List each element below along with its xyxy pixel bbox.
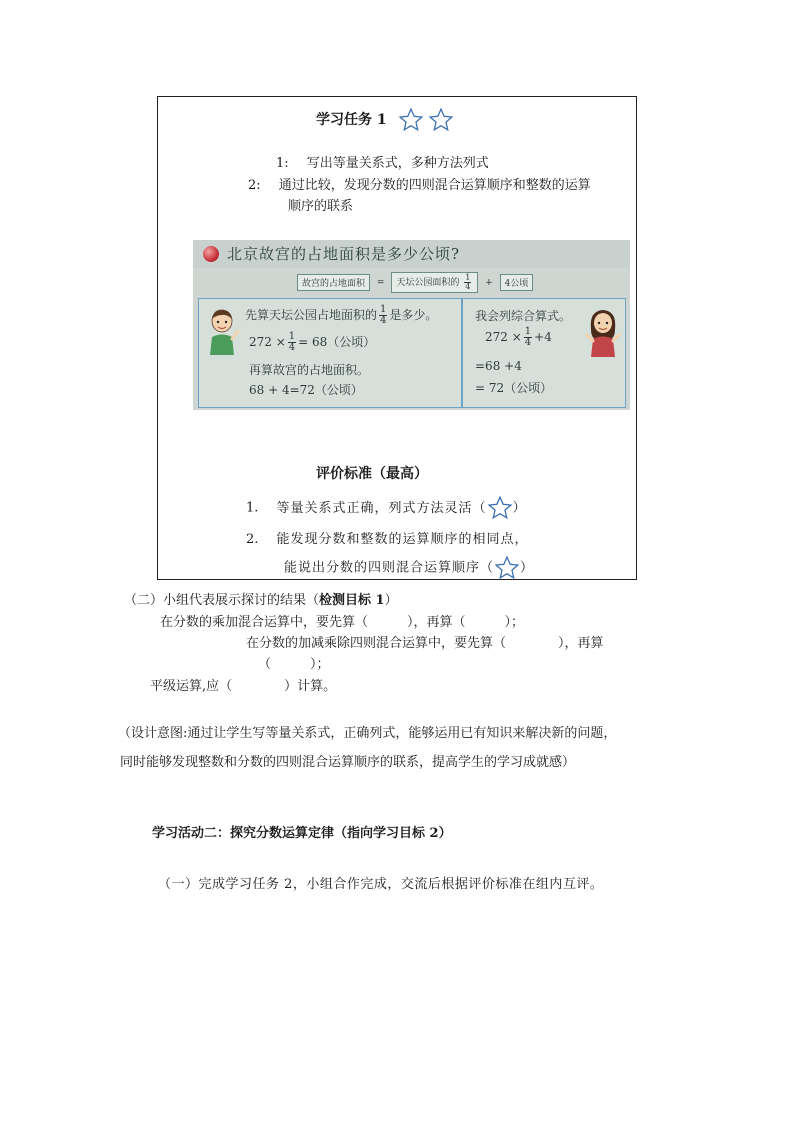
right-panel-text: +4 (534, 330, 552, 344)
left-panel-text: = 68（公顷） (298, 335, 376, 349)
fraction (379, 305, 387, 326)
star-icon (428, 107, 454, 133)
textbook-photo (193, 240, 630, 410)
section2-line-3: （ ）； (258, 657, 330, 672)
task-item-number: 2: (248, 178, 261, 193)
criterion-close: ） (520, 560, 534, 576)
girl-illustration-icon (585, 307, 621, 357)
criterion-text: 等量关系式正确，列式方法灵活（ (276, 500, 487, 516)
section2-heading-text: （二）小组代表展示探讨的结果（ (124, 593, 320, 608)
star-icon (398, 107, 424, 133)
left-panel-line-4: 68 + 4=72（公顷） (249, 383, 363, 397)
criterion-close: ） (512, 500, 526, 516)
fraction-numerator: 1 (465, 273, 471, 282)
learning-task-1-box (157, 96, 637, 580)
right-panel-line-2 (485, 327, 552, 348)
fraction-denominator: 4 (288, 342, 296, 353)
task-item-2 (248, 174, 591, 193)
activity2-line-1: （一）完成学习任务 2，小组合作完成，交流后根据评价标准在组内互评。 (158, 877, 604, 892)
criterion-2-continuation (284, 555, 533, 581)
fraction (464, 274, 471, 291)
left-panel-line-2 (249, 332, 375, 353)
task-item-text: 通过比较，发现分数的四则混合运算顺序和整数的运算 (278, 178, 591, 193)
right-panel-line-4: = 72（公顷） (475, 381, 553, 395)
fraction-numerator: 1 (380, 304, 387, 315)
left-panel-text: 先算天坛公园占地面积的 (245, 308, 378, 322)
task-item-1 (276, 152, 489, 171)
fraction (288, 332, 296, 353)
star-icon (487, 495, 513, 521)
criterion-number: 2. (246, 532, 259, 547)
equation-cell: 4公顷 (500, 274, 534, 291)
boy-illustration-icon (205, 307, 239, 355)
section2-line-2: 在分数的加减乘除四则混合运算中，要先算（ ），再算 (246, 636, 604, 651)
task-item-2-continuation: 顺序的联系 (288, 199, 354, 214)
design-note-line-2: 同时能够发现整数和分数的四则混合运算顺序的联系，提高学生的学习成就感） (120, 755, 576, 770)
left-panel-line-1 (245, 305, 437, 326)
right-panel-line-1: 我会列综合算式。 (475, 309, 572, 323)
star-icon (494, 555, 520, 581)
equation-operator: + (485, 277, 493, 288)
fraction-numerator: 1 (524, 326, 532, 337)
task-title-text: 学习任务 1 (316, 112, 387, 128)
section2-line-4: 平级运算,应（ ）计算。 (150, 679, 337, 694)
fraction-denominator: 4 (465, 282, 471, 291)
section2-heading-text: ） (384, 593, 398, 608)
photo-equation-row (297, 272, 533, 293)
design-note-line-1: （设计意图:通过让学生写等量关系式，正确列式，能够运用已有知识来解决新的问题， (118, 726, 617, 741)
fraction-denominator: 4 (524, 337, 532, 348)
right-panel-text: 272 × (485, 330, 522, 344)
red-ball-icon (203, 246, 219, 262)
left-panel-text: 是多少。 (389, 308, 438, 322)
fraction (524, 327, 532, 348)
task-title (316, 107, 454, 133)
task-item-number: 1: (276, 156, 289, 171)
left-panel-line-3: 再算故宫的占地面积。 (249, 363, 370, 377)
activity2-title: 学习活动二：探究分数运算定律（指向学习目标 2） (152, 826, 452, 841)
criterion-text: 能发现分数和整数的运算顺序的相同点， (276, 532, 529, 547)
task-item-text: 写出等量关系式，多种方法列式 (306, 156, 489, 171)
section2-line-1: 在分数的乘加混合运算中，要先算（ ），再算（ ）； (160, 615, 525, 630)
criterion-number: 1. (246, 500, 259, 516)
section2-heading-target: 检测目标 1 (319, 593, 385, 608)
criterion-2 (246, 528, 529, 547)
fraction-denominator: 4 (380, 315, 387, 326)
left-panel-text: 272 × (249, 335, 286, 349)
equation-cell-text: 天坛公园面积的 (396, 278, 460, 288)
photo-question-title: 北京故宫的占地面积是多少公顷? (227, 245, 461, 263)
section2-heading (124, 589, 398, 608)
equation-cell (391, 272, 478, 293)
fraction-numerator: 1 (288, 331, 296, 342)
equation-operator: = (376, 277, 385, 288)
right-panel-line-3: =68 +4 (475, 359, 522, 373)
equation-cell: 故宫的占地面积 (297, 274, 370, 291)
photo-left-panel (198, 298, 462, 408)
criterion-1 (246, 495, 526, 521)
criterion-text: 能说出分数的四则混合运算顺序（ (284, 560, 495, 576)
evaluation-title: 评价标准（最高） (316, 466, 428, 482)
photo-right-panel (462, 298, 626, 408)
